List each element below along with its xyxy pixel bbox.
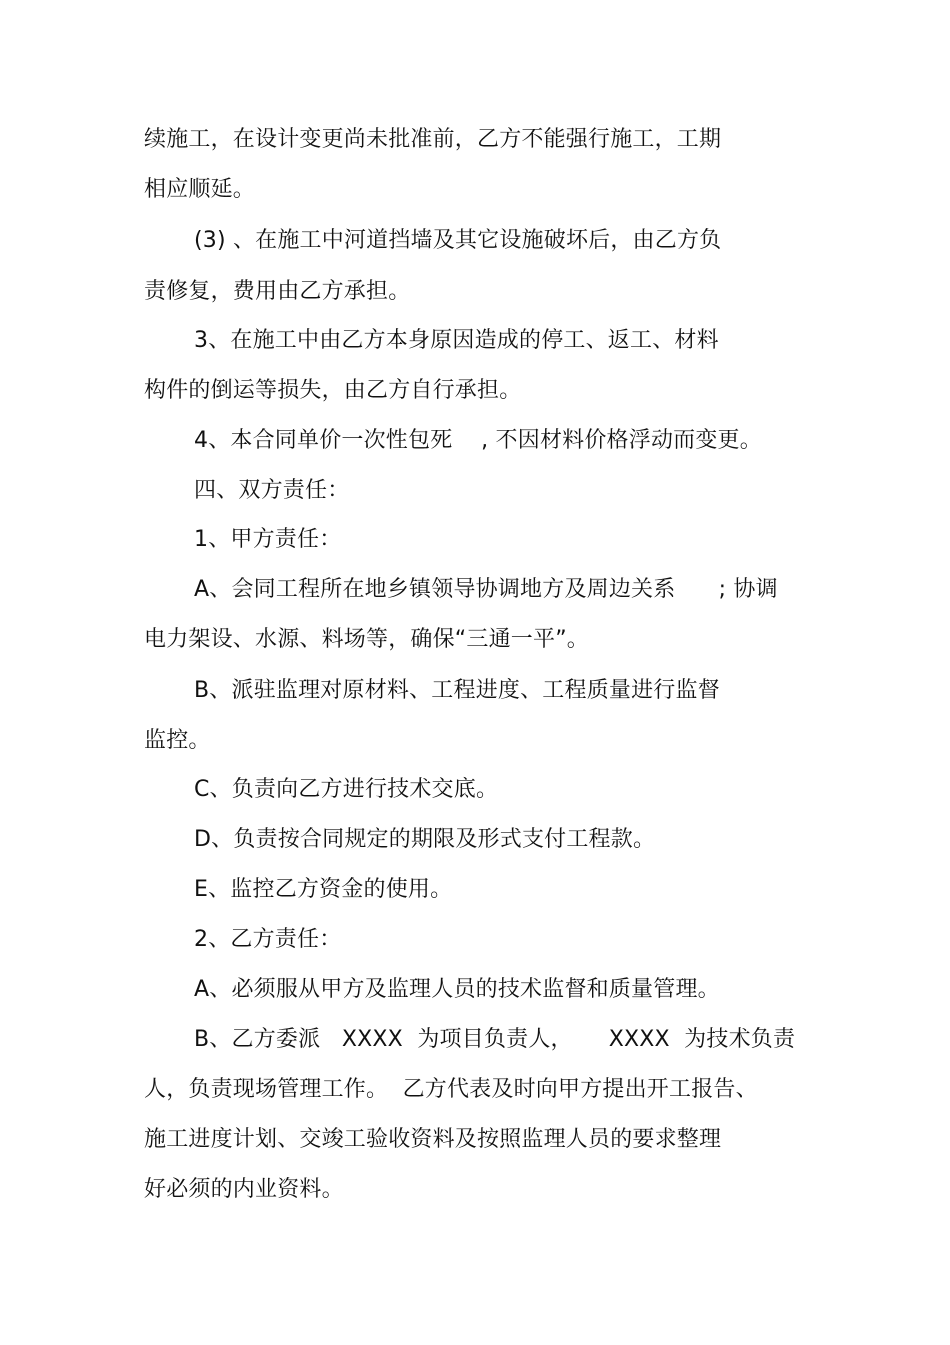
text-line: (3) 、在施工中河道挡墙及其它设施破坏后，由乙方负	[194, 228, 722, 253]
subsection-heading: 1、甲方责任：	[194, 527, 342, 552]
text-line: 施工进度计划、交竣工验收资料及按照监理人员的要求整理	[144, 1127, 722, 1152]
subsection-heading: 2、乙方责任：	[194, 927, 342, 952]
text-line: 构件的倒运等损失，由乙方自行承担。	[144, 378, 522, 403]
text-line: 3、在施工中由乙方本身原因造成的停工、返工、材料	[194, 328, 719, 353]
text-line: 责修复，费用由乙方承担。	[144, 279, 411, 304]
text-line: 续施工，在设计变更尚未批准前，乙方不能强行施工，工期	[144, 127, 722, 152]
text-line: 监控。	[144, 728, 211, 753]
text-line: A、会同工程所在地乡镇领导协调地方及周边关系 ; 协调	[194, 577, 778, 602]
text-line: 4、本合同单价一次性包死 , 不因材料价格浮动而变更。	[194, 428, 762, 453]
text-line: 人，负责现场管理工作。 乙方代表及时向甲方提出开工报告、	[144, 1077, 758, 1102]
text-line: A、必须服从甲方及监理人员的技术监督和质量管理。	[194, 977, 720, 1002]
text-line: 相应顺延。	[144, 177, 256, 202]
text-line: E、监控乙方资金的使用。	[194, 877, 453, 902]
text-line: C、负责向乙方进行技术交底。	[194, 777, 499, 802]
section-heading: 四、双方责任：	[194, 478, 350, 503]
text-line: B、派驻监理对原材料、工程进度、工程质量进行监督	[194, 678, 720, 703]
text-line: D、负责按合同规定的期限及形式支付工程款。	[194, 827, 656, 852]
text-line: 电力架设、水源、料场等，确保“三通一平”。	[144, 627, 589, 652]
text-line: B、乙方委派 XXXX 为项目负责人， XXXX 为技术负责	[194, 1027, 796, 1052]
text-line: 好必须的内业资料。	[144, 1177, 344, 1202]
